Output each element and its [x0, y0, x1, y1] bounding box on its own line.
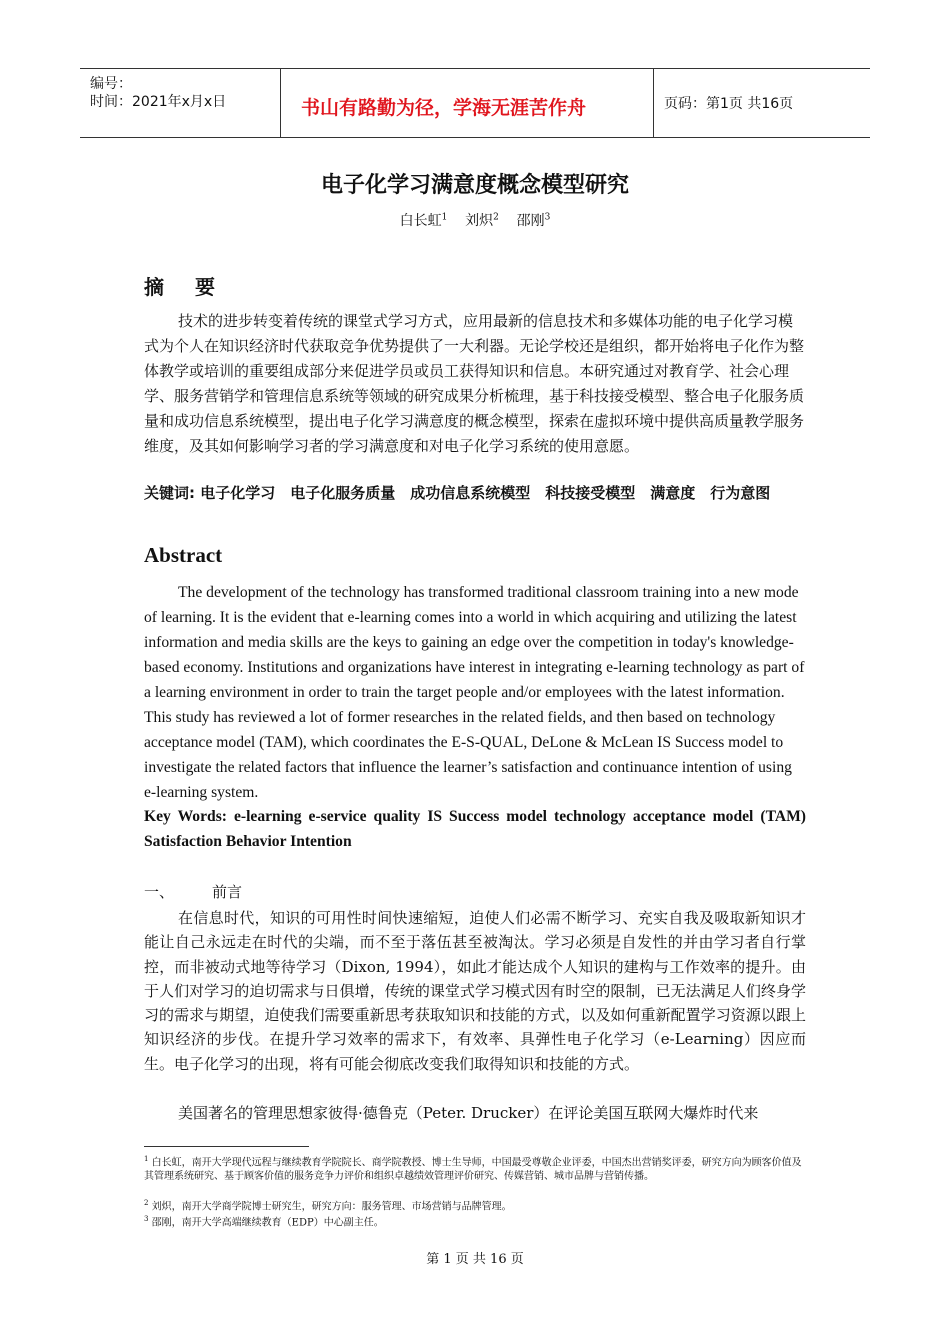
section-heading — [144, 881, 242, 902]
author-2: 刘炽 — [465, 213, 494, 229]
footnote-2 — [144, 1197, 806, 1214]
page-footer: 第 1 页 共 16 页 — [426, 1252, 524, 1267]
footnote-3 — [144, 1213, 806, 1230]
footnote-3-mark: 3 — [144, 1215, 149, 1223]
abstract-zh-text: 技术的进步转变着传统的课堂式学习方式，应用最新的信息技术和多媒体功能的电子化学习模式为个人在知识经济时代获取竞争优势提供了一大利器。无论学校还是组织，都开始将电子化作为整体教学或培训的重要组成部分来促进学员或员工获得知识和信息。本研究通过对教育学、社会心理学、服务营销学和管理信息系统等领域的研究成果分析梳理，基于科技接受模型、整合电子化服务质量和成功信息系统模型，提出电子化学习满意度的概念模型，探索在虚拟环境中提供高质量教学服务维度，及其如何影响学习者的学习满意度和对电子化学习系统的使用意愿。 — [144, 312, 805, 455]
section-title: 前言 — [212, 883, 243, 901]
footnote-1-text: 白长虹，南开大学现代远程与继续教育学院院长、商学院教授、博士生导师，中国最受尊敬企业评委，中国杰出营销奖评委，研究方向为顾客价值及其管理系统研究、基于顾客价值的服务竞争力评价和组织卓越绩效管理评价研究、传媒营销、城市品牌与营销传播。 — [144, 1157, 802, 1182]
abstract-zh-heading: 摘 要 — [144, 275, 227, 299]
author-3: 邵刚 — [516, 213, 545, 229]
author-3-mark: 3 — [544, 212, 551, 223]
header-page-info: 页码：第1页 共16页 — [664, 96, 794, 112]
paper-title: 电子化学习满意度概念模型研究 — [320, 173, 629, 198]
header-meta-cell — [80, 69, 281, 137]
keywords-en: Key Words: e-learning e-service quality IS Success model technology acceptance model (TAM) Satisfaction Behavior Intention — [144, 808, 806, 850]
footnote-2-mark: 2 — [144, 1199, 149, 1207]
header-motto: 书山有路勤为径，学海无涯苦作舟 — [301, 97, 587, 119]
section-number: 一、 — [144, 883, 175, 901]
keywords-zh: 关键词: 电子化学习 电子化服务质量 成功信息系统模型 科技接受模型 满意度 行为意图 — [144, 484, 771, 502]
footnote-1 — [144, 1153, 806, 1183]
header-number: 编号： — [90, 76, 132, 92]
footnote-1-mark: 1 — [144, 1155, 149, 1163]
header-motto-cell — [281, 69, 654, 137]
footnote-3-text: 邵刚，南开大学高端继续教育（EDP）中心副主任。 — [151, 1217, 384, 1229]
body-paragraph-2: 美国著名的管理思想家彼得·德鲁克（Peter. Drucker）在评论美国互联网大爆炸时代来 — [178, 1104, 759, 1122]
author-1: 白长虹 — [399, 213, 442, 229]
body-paragraph-1: 在信息时代，知识的可用性时间快速缩短，迫使人们必需不断学习、充实自我及吸取新知识才能让自己永远走在时代的尖端，而不至于落伍甚至被淘汰。学习必须是自发性的并由学习者自行掌控，而非被动式地等待学习（Dixon, 1994），如此才能达成个人知识的建构与工作效率的提升。由于人们对学习的迫切需求与日俱增，传统的课堂式学习模式因有时空的限制，已无法满足人们终身学习的需求与期望，迫使我们需要重新思考获取知识和技能的方式，以及如何重新配置学习资源以跟上知识经济的步伐。在提升学习效率的需求下，有效率、具弹性电子化学习（e-Learning）因应而生。电子化学习的出现，将有可能会彻底改变我们取得知识和技能的方式。 — [144, 909, 806, 1073]
author-1-mark: 1 — [441, 212, 448, 223]
footnote-2-text: 刘炽，南开大学商学院博士研究生，研究方向：服务管理、市场营销与品牌管理。 — [151, 1201, 512, 1213]
author-line — [0, 210, 950, 230]
abstract-en-text: The development of the technology has transformed traditional classroom training into a new mode of learning. It is the evident that e-learning comes into a world in which acquiring and utilizing the latest information and media skills are the keys to gaining an edge over the competition in today's knowledge-based economy. Institutions and organizations have interest in integrating e-learning technology as part of a learning environment in order to train the target people and/or employees with the latest information. This study has reviewed a lot of former researches in the related fields, and then based on technology acceptance model (TAM), which coordinates the E-S-QUAL, DeLone & McLean IS Success model to investigate the related factors that influence the learner’s satisfaction and continuance intention of using e-learning system. — [144, 584, 805, 801]
header-table — [80, 68, 870, 138]
abstract-en-heading: Abstract — [144, 543, 223, 567]
author-2-mark: 2 — [493, 212, 499, 223]
header-page-cell — [654, 69, 870, 137]
footnote-divider — [144, 1146, 309, 1147]
header-time: 时间：2021年x月x日 — [90, 94, 227, 110]
